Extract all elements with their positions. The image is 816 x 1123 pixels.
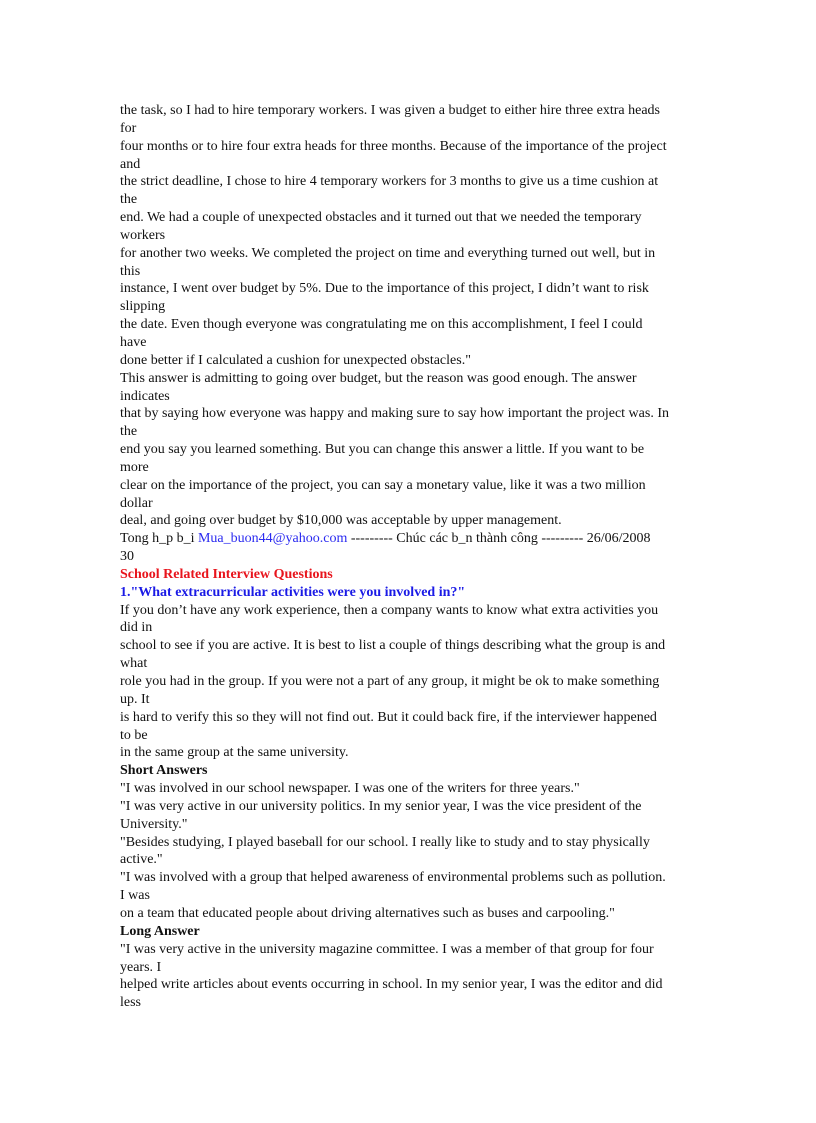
long-answer-block (120, 941, 720, 1012)
footer-prefix: Tong h_p b_i (120, 531, 198, 547)
text-line: "I was involved in our school newspaper. I was one of the writers for three years." (120, 781, 580, 797)
text-line: workers (120, 227, 166, 243)
text-line: end. We had a couple of unexpected obstacles and it turned out that we needed the temporary (120, 210, 642, 226)
text-line: dollar (120, 495, 153, 511)
footer-suffix: --------- Chúc các b_n thành công --------- 26/06/2008 (347, 531, 651, 547)
text-line: active." (120, 852, 163, 868)
question-explanation-block (120, 602, 720, 763)
text-line: up. It (120, 691, 150, 707)
text-line: University." (120, 816, 188, 832)
text-line: clear on the importance of the project, you can say a monetary value, like it was a two million (120, 477, 646, 493)
text-line: This answer is admitting to going over budget, but the reason was good enough. The answer (120, 370, 637, 386)
text-line: the date. Even though everyone was congratulating me on this accomplishment, I feel I could (120, 317, 643, 333)
text-line: is hard to verify this so they will not find out. But it could back fire, if the interviewer happened (120, 709, 657, 725)
text-line: role you had in the group. If you were not a part of any group, it might be ok to make something (120, 674, 660, 689)
text-line: "I was very active in our university politics. In my senior year, I was the vice president of the (120, 798, 642, 814)
page-number: 30 (120, 549, 134, 565)
email-link[interactable]: Mua_buon44@yahoo.com (197, 531, 348, 547)
text-line: what (120, 656, 148, 672)
text-line: deal, and going over budget by $10,000 was acceptable by upper management. (120, 513, 562, 529)
text-line: for (120, 120, 137, 136)
text-line: "Besides studying, I played baseball for our school. I really like to study and to stay physically (120, 834, 650, 850)
text-line: the (120, 424, 138, 440)
text-line: slipping (120, 299, 166, 315)
text-line: school to see if you are active. It is best to list a couple of things describing what the group is and (120, 638, 666, 654)
footer-line (120, 530, 720, 548)
document-page (120, 102, 720, 1012)
text-line: "I was very active in the university magazine committee. I was a member of that group for four (120, 941, 654, 957)
text-line: four months or to hire four extra heads for three months. Because of the importance of the project (120, 138, 667, 154)
text-line: helped write articles about events occurring in school. In my senior year, I was the editor and did (120, 977, 663, 993)
text-line: end you say you learned something. But you can change this answer a little. If you want to be (120, 442, 645, 458)
text-line: less (120, 995, 141, 1011)
text-line: instance, I went over budget by 5%. Due to the importance of this project, I didn’t want to risk (120, 281, 649, 297)
text-line: this (120, 263, 141, 279)
text-line: on a team that educated people about driving alternatives such as buses and carpooling." (120, 905, 615, 921)
text-line: have (120, 334, 147, 350)
text-line: the task, so I had to hire temporary workers. I was given a budget to either hire three extra heads (120, 103, 660, 118)
text-line: for another two weeks. We completed the project on time and everything turned out well, but in (120, 245, 656, 261)
answer-text-block (120, 102, 720, 530)
short-answers-heading: Short Answers (120, 763, 208, 779)
text-line: indicates (120, 388, 170, 404)
section-title: School Related Interview Questions (120, 566, 333, 582)
text-line: to be (120, 727, 148, 743)
question-title: 1."What extracurricular activities were you involved in?" (120, 584, 466, 600)
text-line: the strict deadline, I chose to hire 4 temporary workers for 3 months to give us a time cushion at (120, 174, 659, 190)
text-line: years. I (120, 959, 162, 975)
text-line: in the same group at the same university. (120, 745, 349, 761)
text-line: done better if I calculated a cushion for unexpected obstacles." (120, 352, 471, 368)
long-answer-heading: Long Answer (120, 923, 200, 939)
text-line: more (120, 459, 149, 475)
text-line: the (120, 192, 138, 208)
text-line: I was (120, 888, 150, 904)
text-line: that by saying how everyone was happy and making sure to say how important the project was. In (120, 406, 669, 422)
short-answers-block (120, 780, 720, 923)
text-line: "I was involved with a group that helped awareness of environmental problems such as pollution. (120, 870, 666, 886)
text-line: and (120, 156, 141, 172)
text-line: If you don’t have any work experience, then a company wants to know what extra activities you (120, 602, 659, 618)
text-line: did in (120, 620, 153, 636)
